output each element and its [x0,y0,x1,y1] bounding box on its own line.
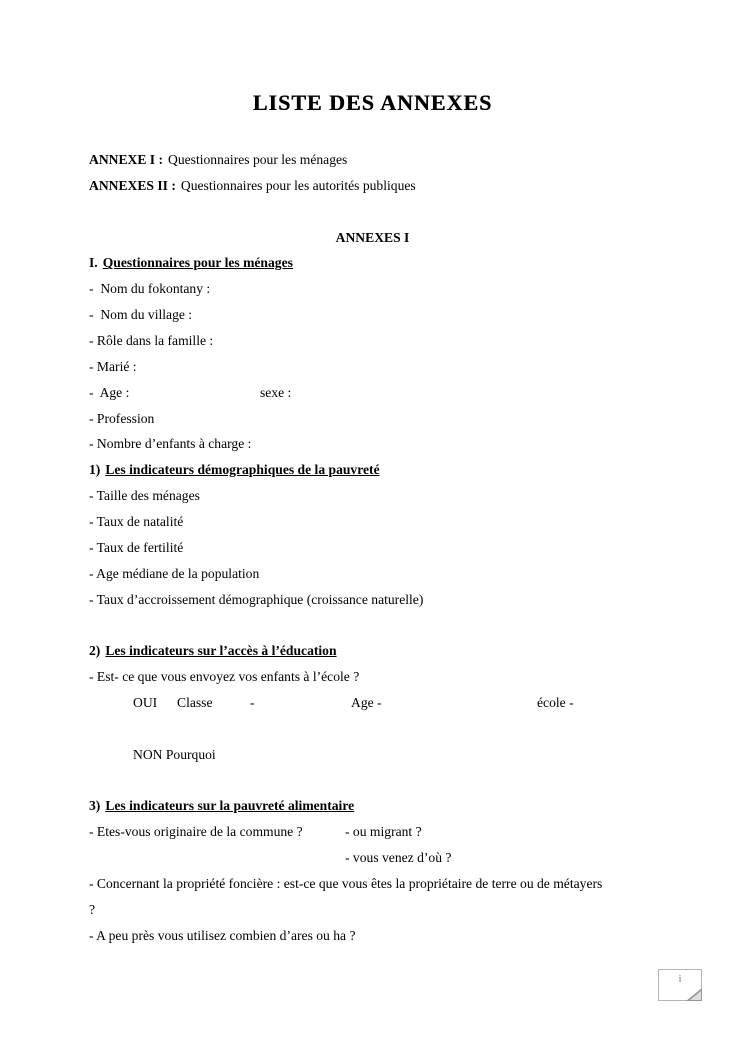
annex-1-label: ANNEXE I : [89,152,164,167]
annex-list-item-1 [89,147,656,173]
field-fokontany: - Nom du fokontany : [89,281,211,297]
indicator-taille-menages: - Taille des ménages [89,488,200,504]
answer-non-row [89,742,656,768]
document-body [89,147,656,949]
blank-line [89,716,656,742]
question-propriete-line1: - Concernant la propriété foncière : est-ce que vous êtes la propriétaire de terre ou de métayers [89,876,603,892]
question-surface: - A peu près vous utilisez combien d’ares ou ha ? [89,927,356,943]
field-age: - Age : [89,384,130,400]
part-1-title: Questionnaires pour les ménages [102,255,293,271]
non-label: NON Pourquoi [133,746,216,762]
blank-line [89,768,656,794]
section-1-title: Les indicateurs démographiques de la pauvreté [105,462,380,478]
section-2-title-line [89,638,656,664]
field-marie: - Marié : [89,358,137,374]
page-curl-highlight-icon [690,991,701,1000]
question-migrant: - ou migrant ? [345,824,422,840]
section-2-number: 2) [89,643,101,659]
classe-label: Classe [177,695,213,711]
field-profession: - Profession [89,410,155,426]
ecole-label: école - [537,695,574,711]
oui-label: OUI [133,695,158,711]
question-origine-row [89,819,656,845]
blank-line [89,612,656,638]
field-sexe: sexe : [260,384,292,400]
age-label: Age - [351,695,382,711]
page-number-box [658,969,702,1001]
page-number: i [678,973,682,985]
question-propriete-line2: ? [89,901,96,917]
classe-dash: - [250,695,255,711]
field-age-sexe [89,380,656,406]
blank-line [89,199,656,225]
annex-list-item-2 [89,173,656,199]
section-2-title: Les indicateurs sur l’accès à l’éducation [105,643,337,659]
indicator-taux-accroissement: - Taux d’accroissement démographique (croissance naturelle) [89,591,424,607]
indicator-age-mediane: - Age médiane de la population [89,565,260,581]
section-3-title-line [89,793,656,819]
question-provenance: - vous venez d’où ? [345,850,452,866]
indicator-taux-fertilite: - Taux de fertilité [89,539,184,555]
indicator-taux-natalite: - Taux de natalité [89,514,184,530]
section-1-number: 1) [89,462,101,478]
field-nombre-enfants: - Nombre d’enfants à charge : [89,436,252,452]
part-1-number: I. [89,255,98,271]
annex-2-desc: Questionnaires pour les autorités publiques [180,177,416,193]
question-ecole: - Est- ce que vous envoyez vos enfants à l’école ? [89,669,360,685]
annex-1-desc: Questionnaires pour les ménages [168,152,348,167]
question-origine: - Etes-vous originaire de la commune ? [89,824,303,840]
section-3-title: Les indicateurs sur la pauvreté alimentaire [105,798,355,814]
question-provenance-row [89,845,656,871]
section-1-title-line [89,457,656,483]
field-village: - Nom du village : [89,307,193,323]
field-role-famille: - Rôle dans la famille : [89,333,214,349]
document-title: LISTE DES ANNEXES [252,90,493,115]
part-1-title-line [89,250,656,276]
section-3-number: 3) [89,798,101,814]
answer-oui-row [89,690,656,716]
annexes-1-heading: ANNEXES I [335,229,410,245]
annex-2-label: ANNEXES II : [89,177,176,193]
